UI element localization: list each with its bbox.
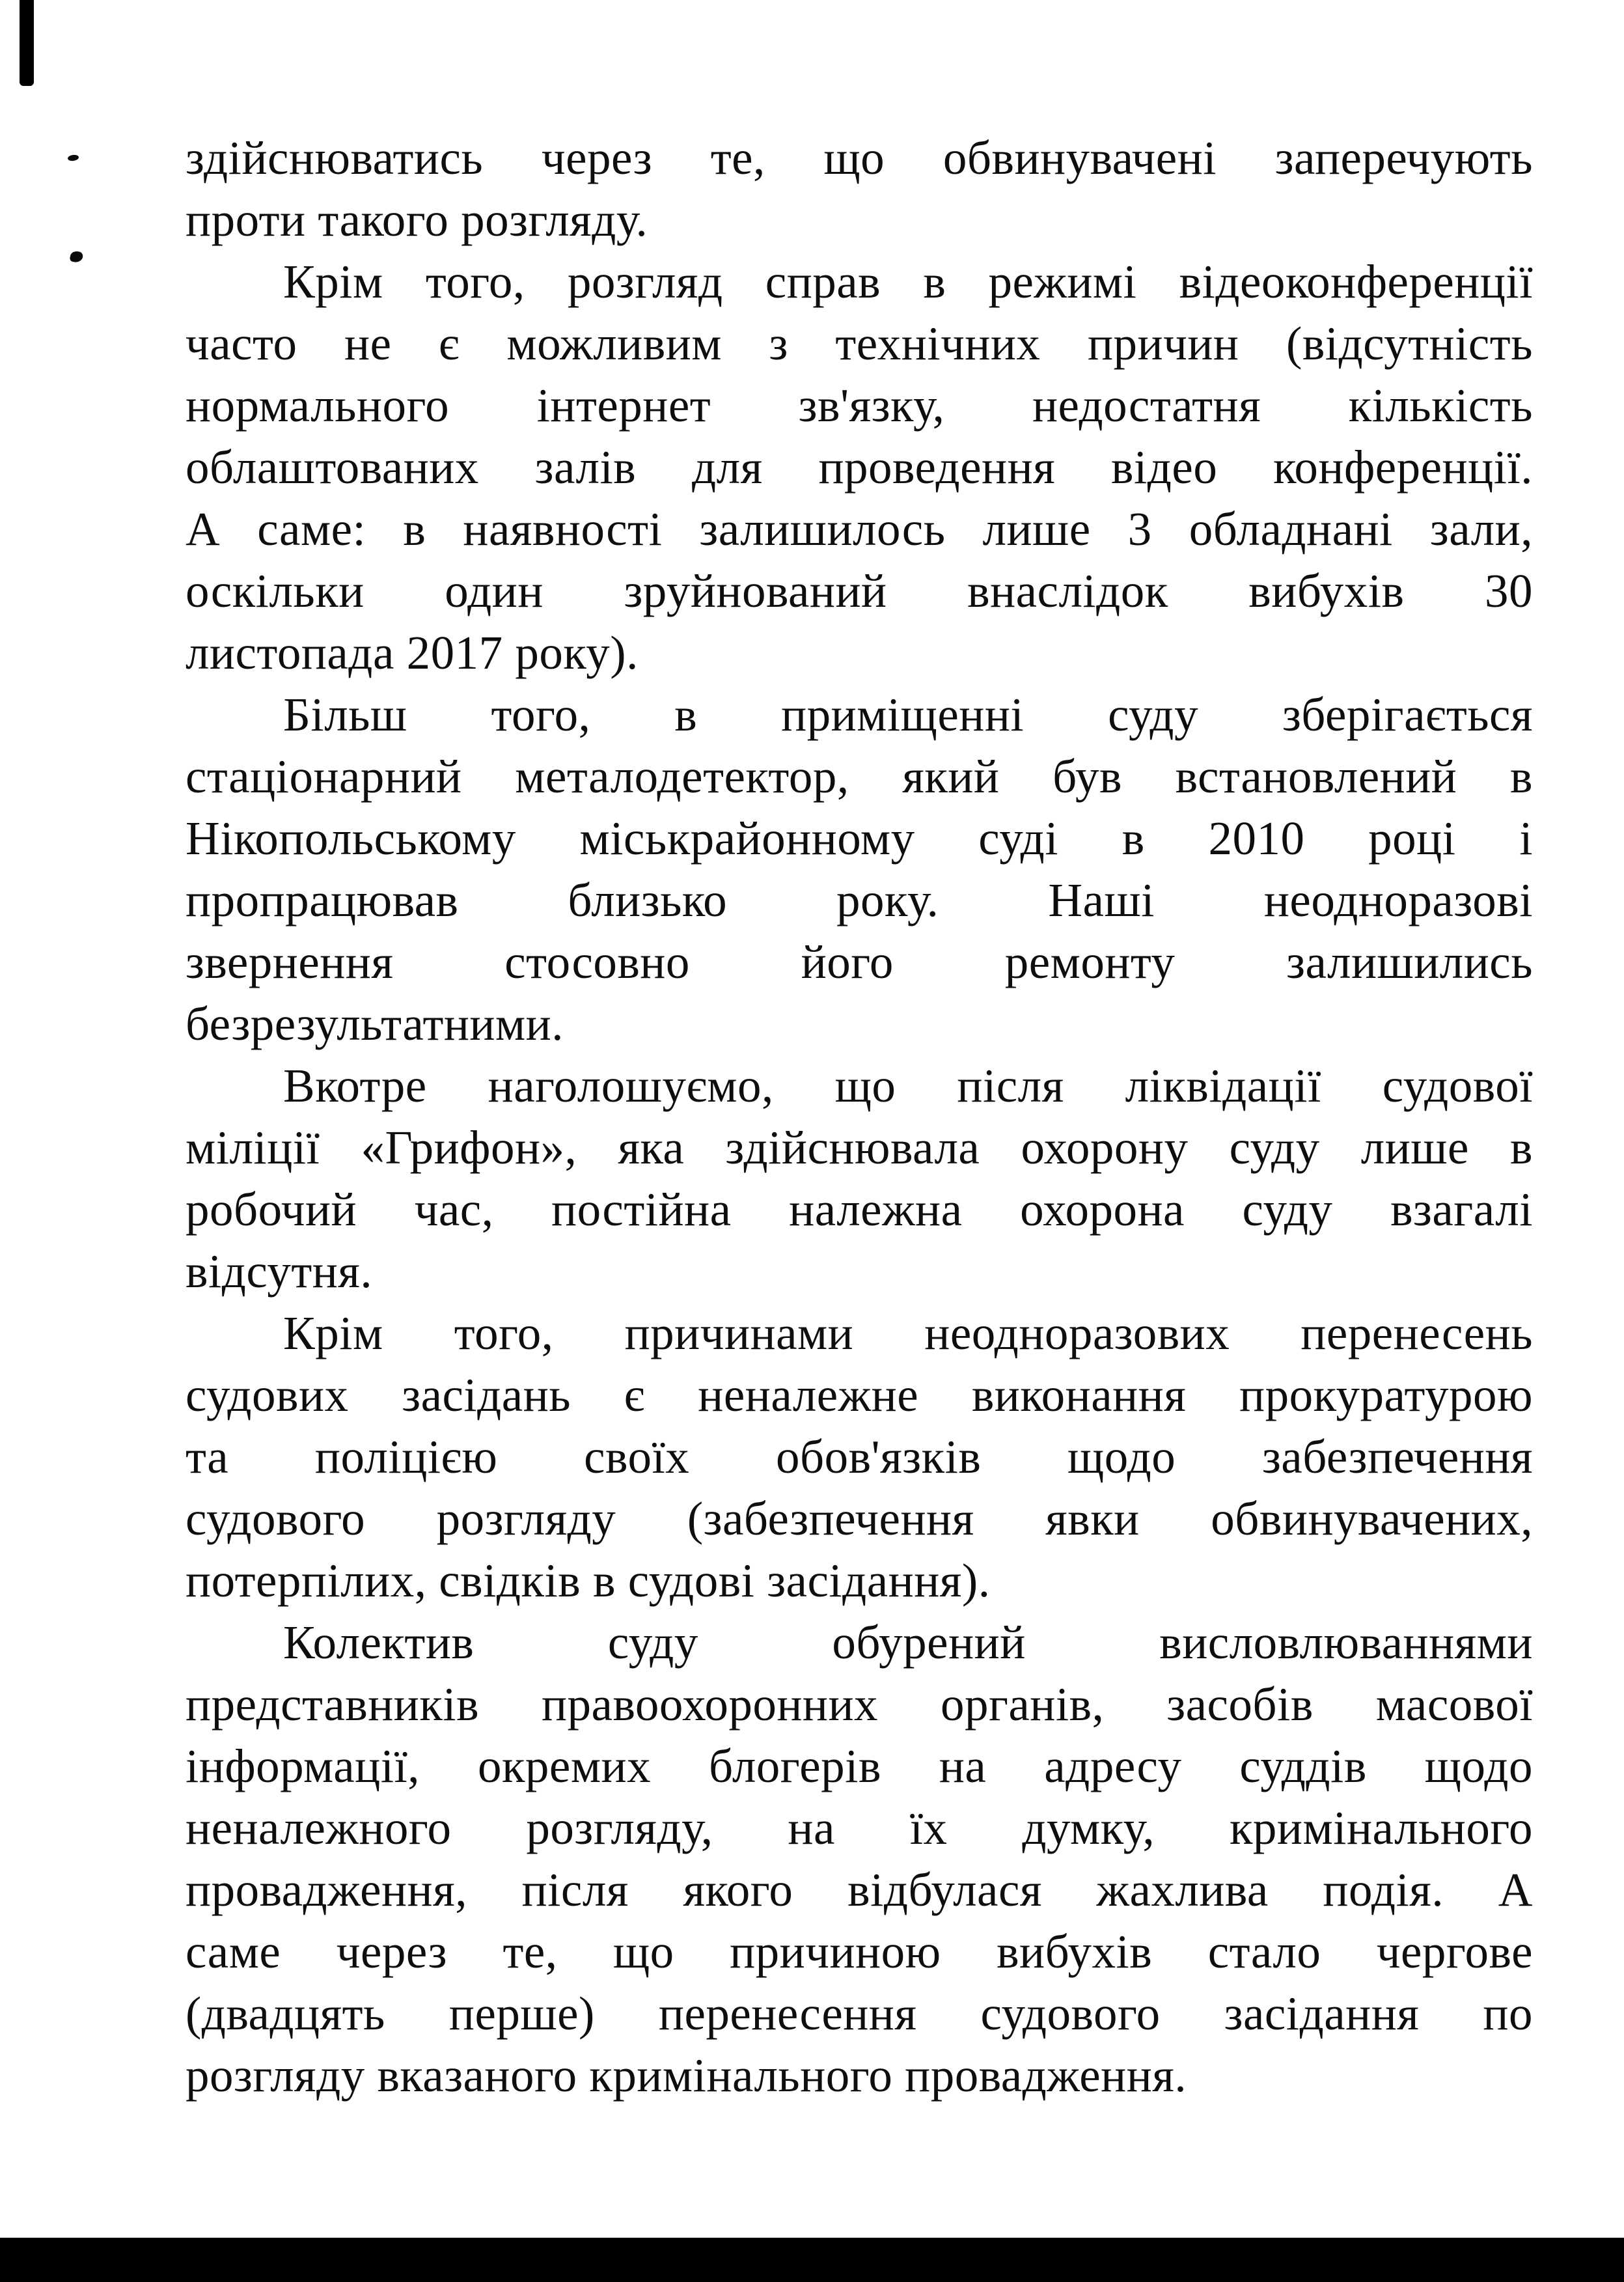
text-line: судових засідань є неналежне виконання прокуратурою <box>186 1369 1533 1421</box>
text-line: Більш того, в приміщенні суду зберігається <box>283 688 1533 741</box>
text-line: нормального інтернет зв'язку, недостатня кількість <box>186 379 1533 432</box>
text-line: представників правоохоронних органів, засобів масової <box>186 1678 1533 1731</box>
margin-ink-speck <box>67 154 79 161</box>
text-line: пропрацював близько року. Наші неодноразові <box>186 874 1533 926</box>
text-line: робочий час, постійна належна охорона суду взагалі <box>186 1183 1533 1236</box>
text-line: та поліцією своїх обов'язків щодо забезпечення <box>186 1430 1533 1483</box>
text-line: часто не є можливим з технічних причин (відсутність <box>186 317 1533 370</box>
text-line: оскільки один зруйнований внаслідок вибухів 30 <box>186 564 1533 617</box>
scan-bottom-edge-bar <box>0 2238 1624 2282</box>
text-line: стаціонарний металодетектор, який був встановлений в <box>186 750 1533 803</box>
text-line: інформації, окремих блогерів на адресу суддів щодо <box>186 1740 1533 1792</box>
text-line: судового розгляду (забезпечення явки обвинувачених, <box>186 1492 1533 1545</box>
text-line: провадження, після якого відбулася жахлива подія. А <box>186 1863 1533 1916</box>
text-line: здійснюватись через те, що обвинувачені заперечують <box>186 132 1533 184</box>
text-line: проти такого розгляду. <box>186 193 648 246</box>
text-line: Нікопольському міськрайонному суді в 2010 році і <box>186 812 1533 865</box>
text-line: Вкотре наголошуємо, що після ліквідації судової <box>283 1059 1533 1112</box>
text-line: звернення стосовно його ремонту залишились <box>186 936 1533 988</box>
text-line: Колектив суду обурений висловлюваннями <box>283 1616 1533 1669</box>
text-line: (двадцять перше) перенесення судового засідання по <box>186 1987 1533 2040</box>
document-text <box>186 127 1533 2106</box>
text-line: розгляду вказаного кримінального провадження. <box>186 2049 1187 2102</box>
margin-ink-speck <box>69 250 83 264</box>
text-line: неналежного розгляду, на їх думку, кримінального <box>186 1802 1533 1854</box>
text-line: безрезультатними. <box>186 997 564 1050</box>
text-line: відсутня. <box>186 1245 373 1298</box>
text-line: листопада 2017 року). <box>186 626 639 679</box>
text-line: саме через те, що причиною вибухів стало чергове <box>186 1925 1533 1978</box>
text-line: А саме: в наявності залишилось лише 3 обладнані зали, <box>186 503 1533 555</box>
text-line: Крім того, причинами неодноразових перенесень <box>283 1307 1533 1359</box>
text-line: потерпілих, свідків в судові засідання). <box>186 1554 991 1607</box>
text-line: міліції «Грифон», яка здійснювала охорону суду лише в <box>186 1121 1533 1174</box>
text-line: облаштованих залів для проведення відео конференції. <box>186 441 1533 494</box>
text-line: Крім того, розгляд справ в режимі відеоконференції <box>283 255 1533 308</box>
scan-edge-stripe <box>20 0 34 86</box>
